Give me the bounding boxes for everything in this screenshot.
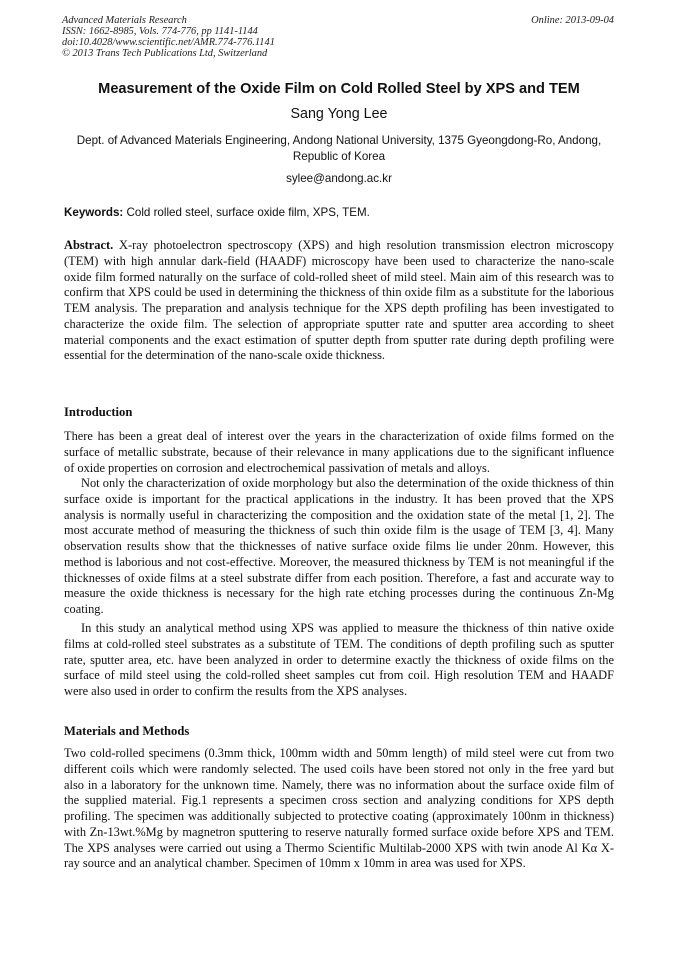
abstract-text: X-ray photoelectron spectroscopy (XPS) and high resolution transmission electron microscopy (TEM) with high annular dark-field (HAADF) microscopy have been used to characterize the nano-scale oxide film formed naturally on the surface of cold-rolled sheet of mild steel. Main aim of this research was to confirm that XPS could be used in determining the thickness of thin oxide film as a substitute for the laborious TEM analysis. The preparation and analysis technique for the XPS depth profiling has been investigated to characterize the oxide film. The selection of appropriate sputter rate and sputter area according to sheet material components and the exact estimation of sputter depth from sputter rate during depth profiling were essential for the determination of the nano-scale oxide thickness. bbox=[64, 238, 614, 363]
intro-paragraph-3: In this study an analytical method using XPS was applied to measure the thickness of thin native oxide films at cold-rolled steel substrates as a substitute of TEM. The conditions of depth profiling such as sputter rate, sputter area, etc. have been analyzed in order to determine exactly the thickness of oxide films on the surface of mild steel using the cold-rolled sheet samples cut from coil. High resolution TEM and HAADF were also used in order to confirm the results from the XPS analyses. bbox=[64, 621, 614, 698]
keywords bbox=[64, 206, 370, 220]
introduction-heading: Introduction bbox=[64, 405, 133, 419]
doi-link[interactable]: doi:10.4028/www.scientific.net/AMR.774-776.1141 bbox=[62, 37, 275, 48]
keywords-text: Cold rolled steel, surface oxide film, XPS, TEM. bbox=[123, 206, 370, 219]
abstract bbox=[64, 238, 614, 364]
author-email[interactable]: sylee@andong.ac.kr bbox=[286, 172, 392, 185]
online-date: Online: 2013-09-04 bbox=[531, 15, 614, 26]
keywords-label: Keywords: bbox=[64, 206, 124, 219]
issn-line: ISSN: 1662-8985, Vols. 774-776, pp 1141-1144 bbox=[62, 26, 258, 37]
intro-paragraph-2: Not only the characterization of oxide morphology but also the determination of the oxide thickness of thin surface oxide is important for the practical applications in the industry. It has been proved that the XPS analysis is normally useful in characterizing the composition and the oxidation state of the metal [1, 2]. The most accurate method of measuring the thickness of such thin oxide film is the usage of TEM [3, 4]. Many observation results show that the thicknesses of native surface oxide films lie under 20nm. However, this method is laborious and not cost-effective. Moreover, the measured thickness by TEM is not meaningful if the thicknesses of oxide films at a steel substrate differ from each position. Therefore, a fast and accurate way to measure the oxide thickness is necessary for the high rate etching processes during the continuous Zn-Mg coating. bbox=[64, 476, 614, 616]
copyright-line: © 2013 Trans Tech Publications Ltd, Switzerland bbox=[62, 48, 268, 59]
journal-name: Advanced Materials Research bbox=[62, 15, 187, 26]
journal-info bbox=[62, 15, 275, 59]
author-affiliation: Dept. of Advanced Materials Engineering, Andong National University, 1375 Gyeongdong-Ro, Andong, Republic of Korea bbox=[76, 134, 602, 163]
author-name: Sang Yong Lee bbox=[290, 106, 388, 122]
methods-heading: Materials and Methods bbox=[64, 724, 190, 738]
paper-title: Measurement of the Oxide Film on Cold Rolled Steel by XPS and TEM bbox=[98, 81, 580, 97]
methods-paragraph-1: Two cold-rolled specimens (0.3mm thick, 100mm width and 50mm length) of mild steel were cut from two different coils which were randomly selected. The used coils have been stored not only in the free yard but also in a laboratory for the unknown time. Namely, there was no information about the surface oxide film of the supplied material. Fig.1 represents a specimen cross section and analyzing conditions for XPS depth profiling. The specimen was additionally subjected to protective coating (approximately 100nm in thickness) with Zn-13wt.%Mg by magnetron sputtering to reserve naturally formed surface oxide before XPS and TEM. The XPS analyses were carried out using a Thermo Scientific Multilab-2000 XPS with twin anode Al Kα X-ray source and an analytical chamber. Specimen of 10mm x 10mm in area was used for XPS. bbox=[64, 746, 614, 871]
abstract-label: Abstract. bbox=[64, 238, 114, 252]
intro-paragraph-1: There has been a great deal of interest over the years in the characterization of oxide films formed on the surface of metallic substrate, because of their relevance in many applications due to the significant influence of oxide properties on corrosion and electrochemical passivation of metals and alloys. bbox=[64, 429, 614, 475]
